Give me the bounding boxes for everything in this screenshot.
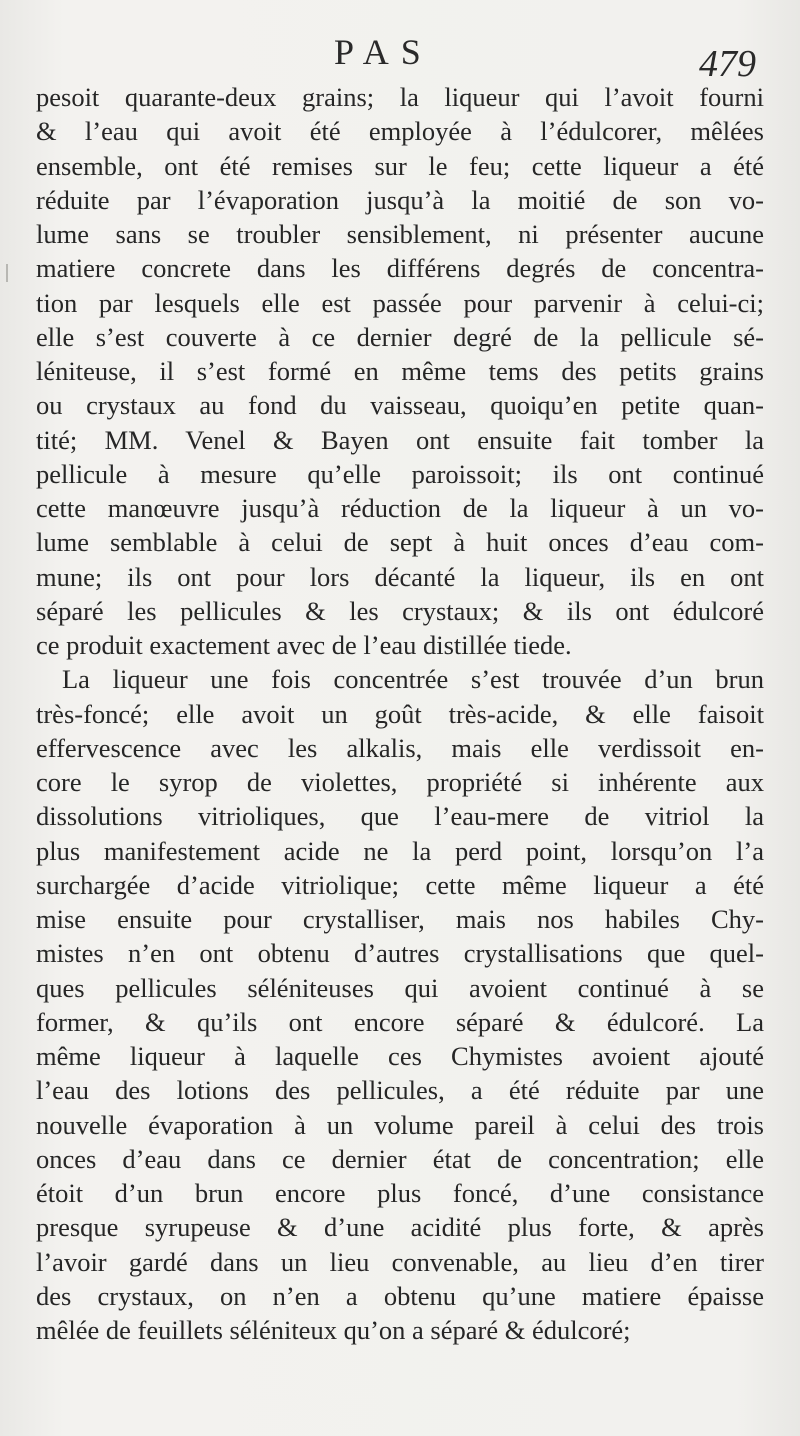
- text-line: matiere concrete dans les différens degrés de concentra-: [36, 253, 764, 284]
- text-line: tité; MM. Venel & Bayen ont ensuite fait tomber la: [36, 424, 764, 455]
- text-line: cette manœuvre jusqu’à réduction de la liqueur à un vo-: [36, 493, 764, 523]
- text-line: ou crystaux au fond du vaisseau, quoiqu’en petite quan-: [36, 390, 764, 421]
- text-line: séparé les pellicules & les crystaux; & ils ont édulcoré: [36, 595, 764, 626]
- text-line: mise ensuite pour crystalliser, mais nos habiles Chy-: [36, 904, 764, 934]
- text-line: étoit d’un brun encore plus foncé, d’une consistance: [36, 1178, 764, 1208]
- text-line: ensemble, ont été remises sur le feu; cette liqueur a été: [36, 150, 764, 181]
- text-line: effervescence avec les alkalis, mais elle verdissoit en-: [36, 732, 764, 763]
- text-line: elle s’est couverte à ce dernier degré de la pellicule sé-: [36, 321, 764, 352]
- text-line: mêlée de feuillets séléniteux qu’on a séparé & édulcoré;: [36, 1315, 631, 1345]
- text-line: dissolutions vitrioliques, que l’eau-mere de vitriol la: [36, 801, 764, 832]
- text-line: l’eau des lotions des pellicules, a été réduite par une: [36, 1075, 764, 1106]
- text-line: & l’eau qui avoit été employée à l’édulcorer, mêlées: [36, 116, 764, 147]
- text-line: plus manifestement acide ne la perd point, lorsqu’on l’a: [36, 835, 764, 866]
- text-line: mune; ils ont pour lors décanté la liqueur, ils en ont: [36, 561, 764, 592]
- text-line: La liqueur une fois concentrée s’est trouvée d’un brun: [62, 664, 764, 695]
- text-line: ce produit exactement avec de l’eau distillée tiede.: [36, 630, 572, 660]
- text-line: même liqueur à laquelle ces Chymistes avoient ajouté: [36, 1041, 764, 1071]
- running-head: [0, 30, 800, 84]
- running-title: PAS: [334, 32, 433, 72]
- text-line: mistes n’en ont obtenu d’autres crystallisations que quel-: [36, 938, 764, 969]
- text-line: tion par lesquels elle est passée pour parvenir à celui-ci;: [36, 287, 764, 318]
- text-line: pesoit quarante-deux grains; la liqueur qui l’avoit fourni: [36, 82, 764, 112]
- text-body: [36, 80, 764, 1347]
- page-number: 479: [699, 43, 756, 85]
- text-line: nouvelle évaporation à un volume pareil à celui des trois: [36, 1109, 764, 1140]
- text-line: pellicule à mesure qu’elle paroissoit; ils ont continué: [36, 458, 764, 489]
- text-line: l’avoir gardé dans un lieu convenable, au lieu d’en tirer: [36, 1246, 764, 1277]
- text-line: ques pellicules séléniteuses qui avoient continué à se: [36, 972, 764, 1003]
- text-line: très-foncé; elle avoit un goût très-acide, & elle faisoit: [36, 698, 764, 729]
- text-line: onces d’eau dans ce dernier état de concentration; elle: [36, 1143, 764, 1174]
- text-line: léniteuse, il s’est formé en même tems des petits grains: [36, 356, 764, 386]
- text-line: core le syrop de violettes, propriété si inhérente aux: [36, 767, 764, 797]
- text-line: former, & qu’ils ont encore séparé & édulcoré. La: [36, 1006, 764, 1037]
- margin-mark: [6, 264, 8, 282]
- text-line: réduite par l’évaporation jusqu’à la moitié de son vo-: [36, 184, 764, 215]
- text-line: lume sans se troubler sensiblement, ni présenter aucune: [36, 219, 764, 249]
- text-line: presque syrupeuse & d’une acidité plus forte, & après: [36, 1212, 764, 1243]
- text-line: lume semblable à celui de sept à huit onces d’eau com-: [36, 527, 764, 558]
- text-line: surchargée d’acide vitriolique; cette même liqueur a été: [36, 869, 764, 900]
- text-line: des crystaux, on n’en a obtenu qu’une matiere épaisse: [36, 1280, 764, 1311]
